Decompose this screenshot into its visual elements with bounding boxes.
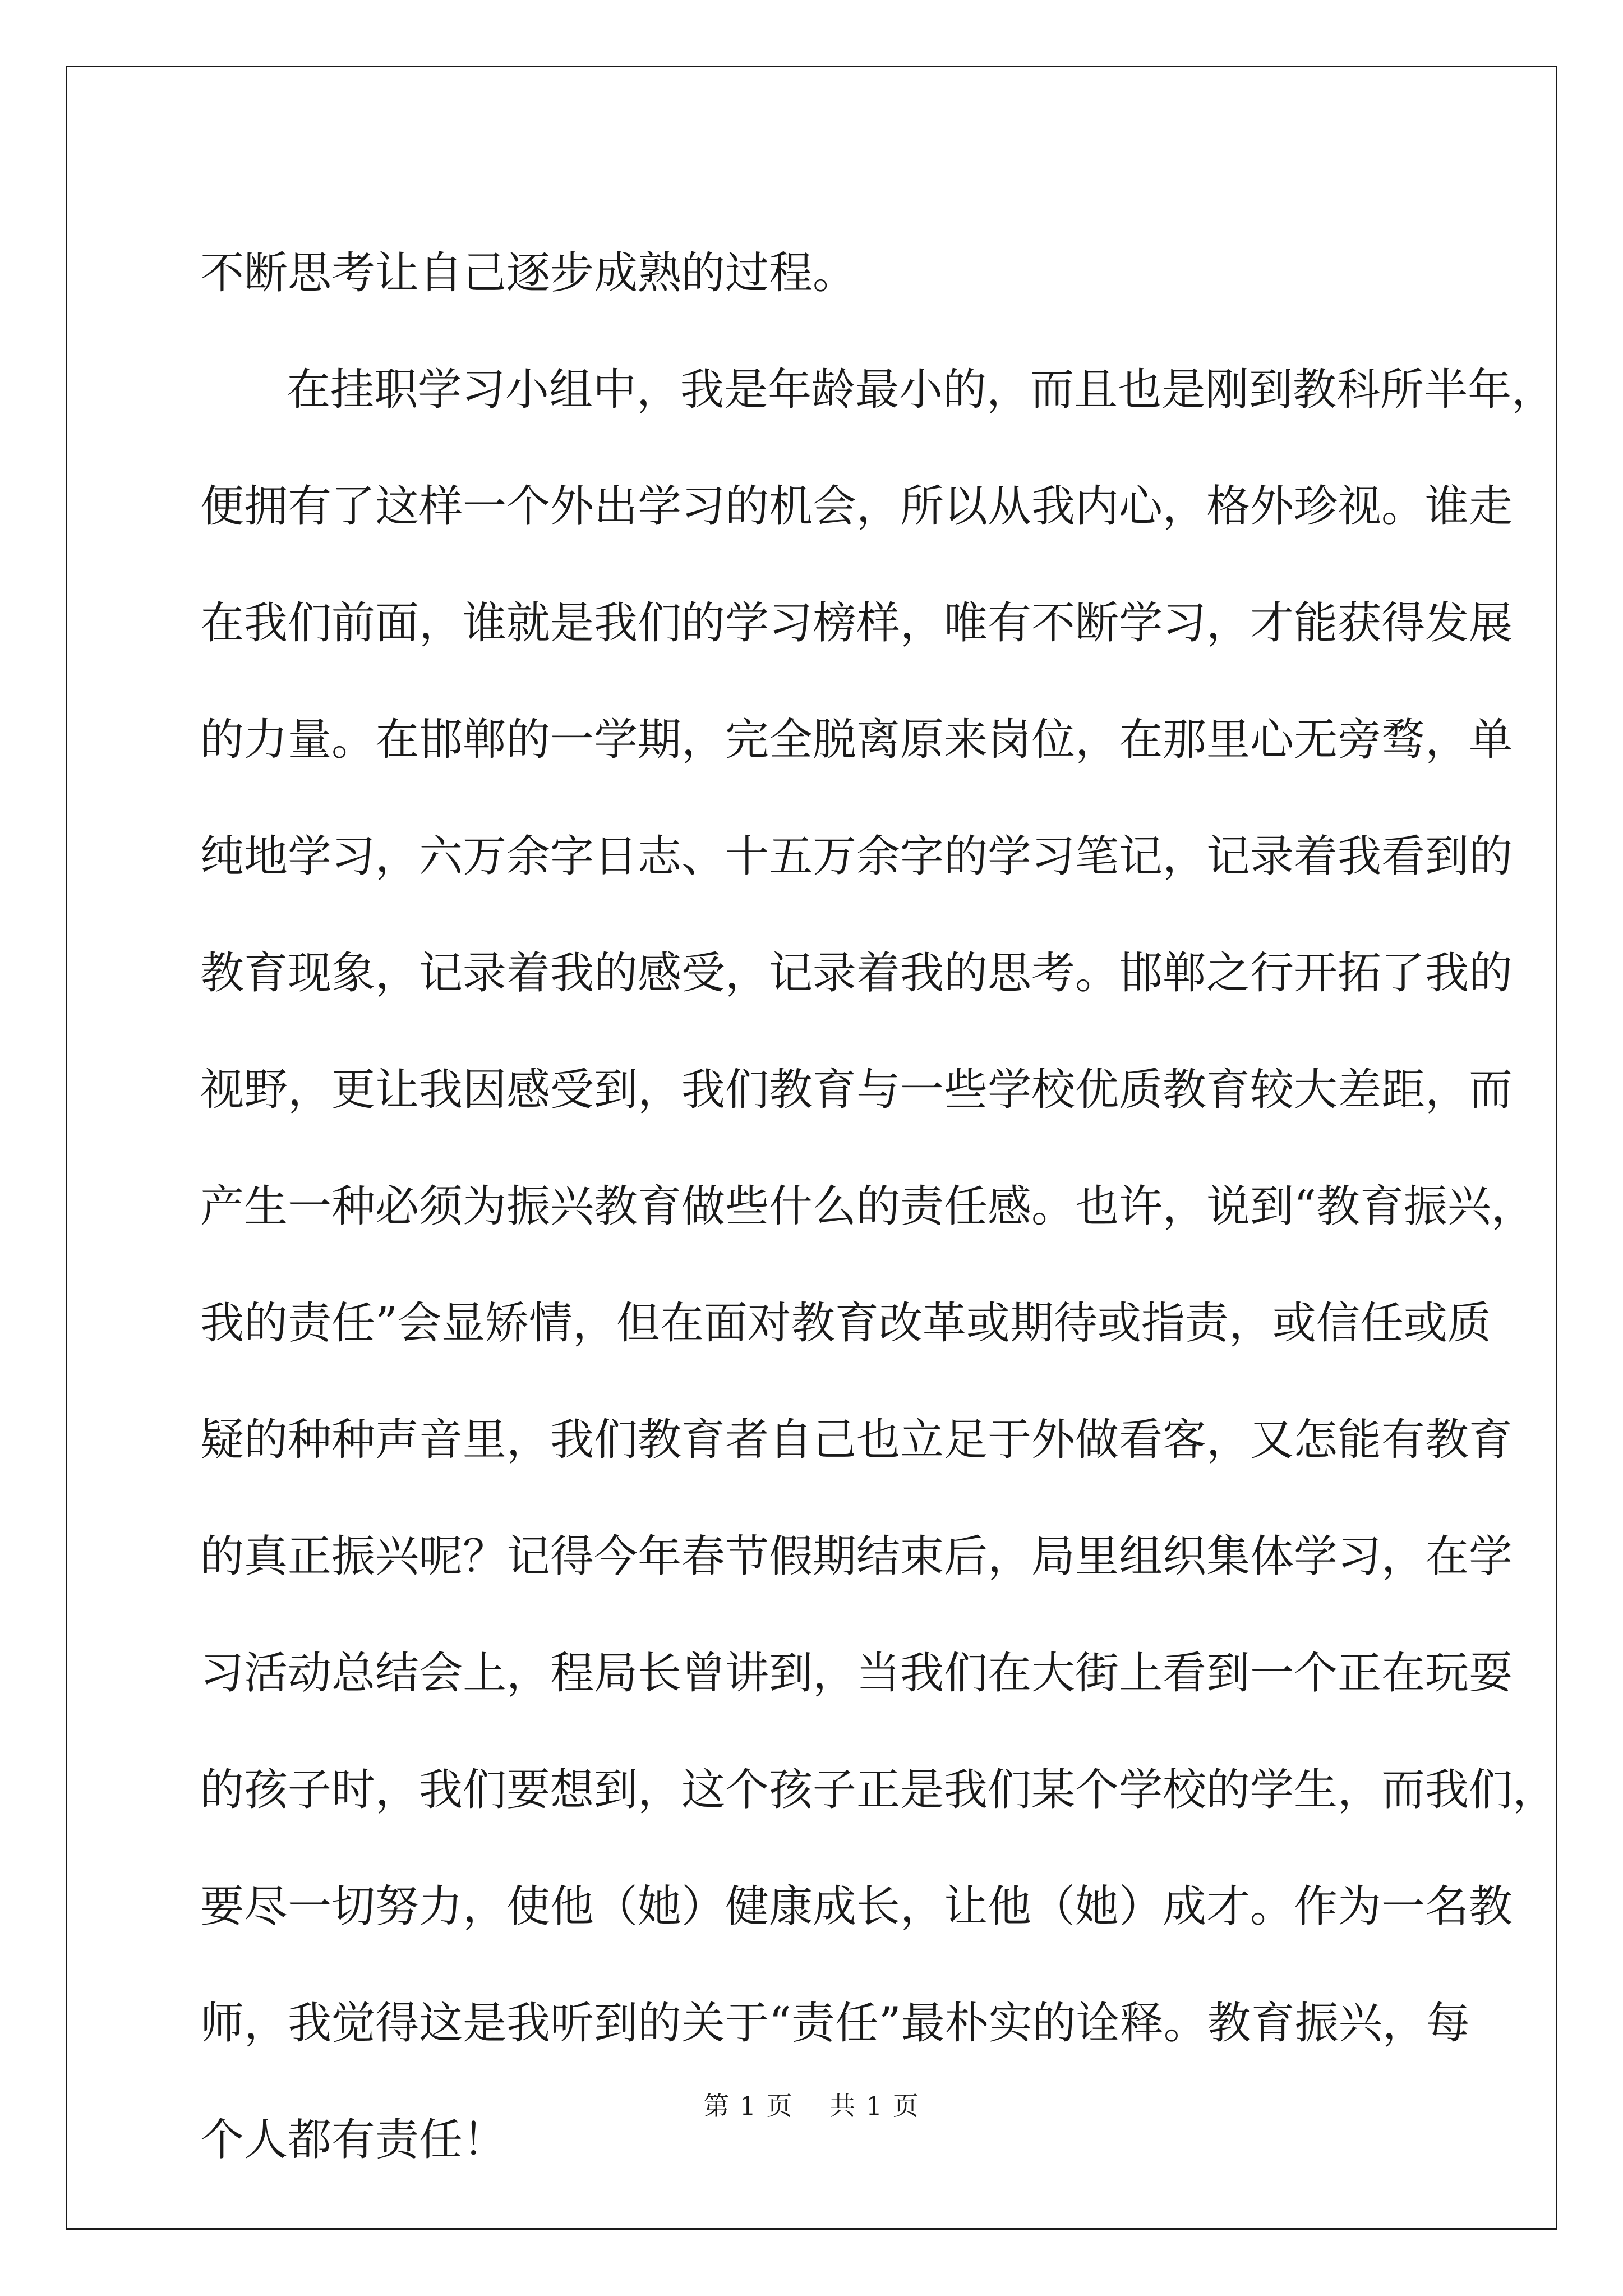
- text-line: 要尽一切努力，使他（她）健康成长，让他（她）成才。作为一名教: [200, 1881, 1513, 1932]
- text-line: 师，我觉得这是我听到的关于“责任”最朴实的诠释。教育振兴，每: [200, 1998, 1470, 2049]
- text-line: 便拥有了这样一个外出学习的机会，所以从我内心，格外珍视。谁走: [200, 481, 1513, 532]
- text-line: 纯地学习，六万余字日志、十五万余字的学习笔记，记录着我看到的: [200, 831, 1513, 882]
- page-number-footer: 第 1 页 共 1 页: [703, 2091, 920, 2121]
- text-line: 产生一种必须为振兴教育做些什么的责任感。也许，说到“教育振兴，: [200, 1181, 1535, 1232]
- text-line: 不断思考让自己逐步成熟的过程。: [200, 248, 857, 298]
- text-line: 个人都有责任！: [200, 2115, 507, 2165]
- text-line: 习活动总结会上，程局长曾讲到，当我们在大街上看到一个正在玩耍: [200, 1648, 1513, 1699]
- text-line: 疑的种种声音里，我们教育者自己也立足于外做看客，又怎能有教育: [200, 1415, 1513, 1465]
- text-line: 的真正振兴呢？记得今年春节假期结束后，局里组织集体学习，在学: [200, 1531, 1513, 1582]
- text-line: 我的责任”会显矫情，但在面对教育改革或期待或指责，或信任或质: [200, 1298, 1491, 1349]
- text-line: 视野，更让我因感受到，我们教育与一些学校优质教育较大差距，而: [200, 1065, 1513, 1115]
- text-line: 的孩子时，我们要想到，这个孩子正是我们某个学校的学生，而我们，: [200, 1765, 1557, 1815]
- text-line: 在我们前面，谁就是我们的学习榜样，唯有不断学习，才能获得发展: [200, 598, 1513, 648]
- text-line: 的力量。在邯郸的一学期，完全脱离原来岗位，在那里心无旁骛，单: [200, 715, 1513, 765]
- document-body: [200, 215, 1557, 2198]
- paragraph-first-line: 在挂职学习小组中，我是年龄最小的，而且也是刚到教科所半年，: [287, 365, 1556, 415]
- text-line: 教育现象，记录着我的感受，记录着我的思考。邯郸之行开拓了我的: [200, 948, 1513, 999]
